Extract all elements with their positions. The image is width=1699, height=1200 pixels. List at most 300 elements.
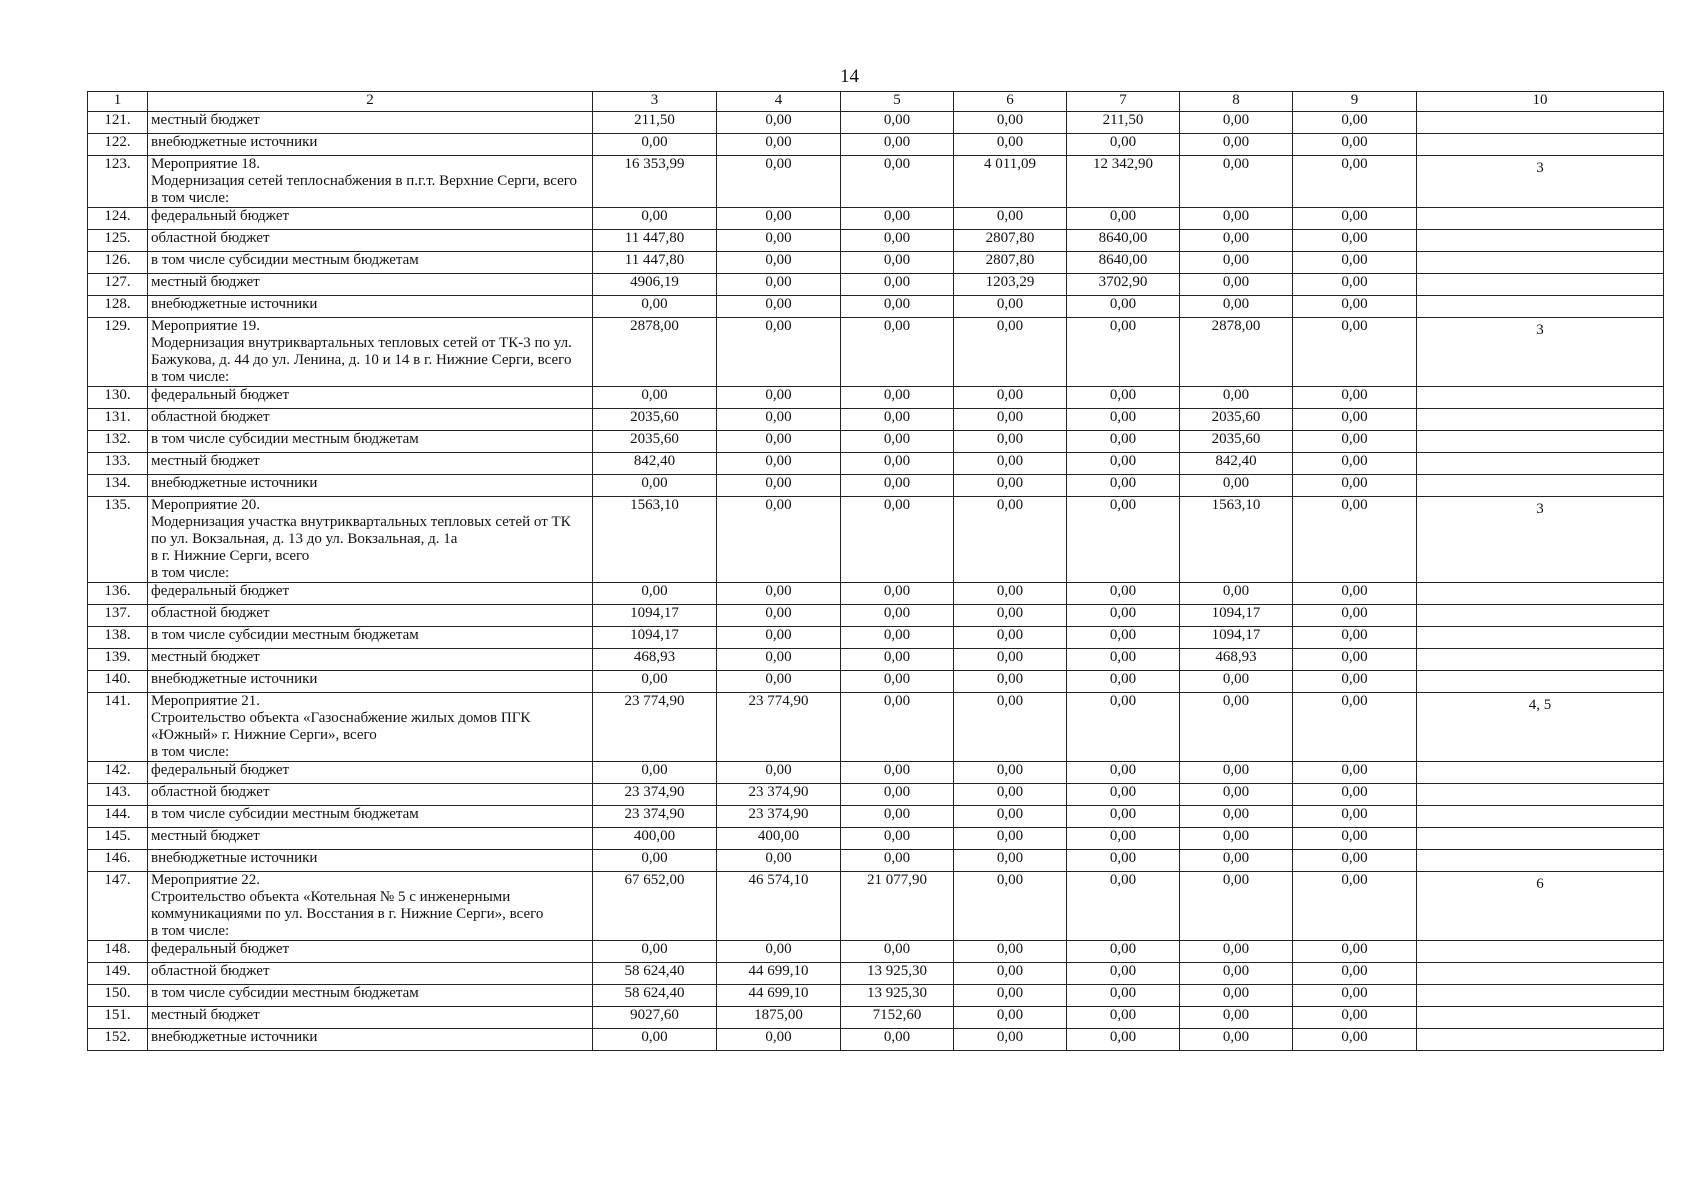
amount-cell: 0,00 bbox=[841, 850, 954, 872]
description-line: Мероприятие 18. bbox=[151, 156, 260, 172]
amount-cell: 0,00 bbox=[954, 453, 1067, 475]
row-description bbox=[148, 296, 593, 318]
table-row bbox=[88, 409, 1664, 431]
row-number: 146. bbox=[88, 850, 148, 872]
amount-cell: 8640,00 bbox=[1067, 252, 1180, 274]
row-number: 121. bbox=[88, 112, 148, 134]
table-row bbox=[88, 605, 1664, 627]
description-line: областной бюджет bbox=[151, 409, 270, 425]
amount-cell: 0,00 bbox=[1293, 762, 1417, 784]
amount-cell: 0,00 bbox=[593, 475, 717, 497]
amount-cell: 0,00 bbox=[1067, 583, 1180, 605]
amount-cell: 1875,00 bbox=[717, 1007, 841, 1029]
row-description bbox=[148, 806, 593, 828]
description-line: Строительство объекта «Котельная № 5 с инженерными коммуникациями по ул. Восстания в г. Нижние Серги», всего bbox=[151, 889, 544, 922]
target-reference-cell bbox=[1417, 784, 1664, 806]
amount-cell: 0,00 bbox=[1180, 475, 1293, 497]
amount-cell: 0,00 bbox=[593, 296, 717, 318]
amount-cell: 0,00 bbox=[1293, 208, 1417, 230]
amount-cell: 0,00 bbox=[954, 475, 1067, 497]
amount-cell: 0,00 bbox=[717, 112, 841, 134]
amount-cell: 0,00 bbox=[954, 583, 1067, 605]
row-number: 125. bbox=[88, 230, 148, 252]
amount-cell: 0,00 bbox=[593, 941, 717, 963]
row-description bbox=[148, 409, 593, 431]
amount-cell: 0,00 bbox=[1293, 850, 1417, 872]
amount-cell: 0,00 bbox=[954, 497, 1067, 583]
target-reference-cell bbox=[1417, 828, 1664, 850]
table-row bbox=[88, 318, 1664, 387]
description-line: местный бюджет bbox=[151, 828, 260, 844]
description-line: федеральный бюджет bbox=[151, 387, 290, 403]
description-line: областной бюджет bbox=[151, 230, 270, 246]
amount-cell: 0,00 bbox=[593, 671, 717, 693]
amount-cell: 44 699,10 bbox=[717, 985, 841, 1007]
row-number: 132. bbox=[88, 431, 148, 453]
description-line: в том числе: bbox=[151, 565, 230, 581]
column-header: 6 bbox=[954, 92, 1067, 112]
amount-cell: 0,00 bbox=[717, 605, 841, 627]
amount-cell: 58 624,40 bbox=[593, 963, 717, 985]
amount-cell: 23 374,90 bbox=[593, 784, 717, 806]
amount-cell: 0,00 bbox=[1067, 693, 1180, 762]
description-line: федеральный бюджет bbox=[151, 762, 290, 778]
row-description bbox=[148, 850, 593, 872]
amount-cell: 211,50 bbox=[1067, 112, 1180, 134]
amount-cell: 0,00 bbox=[954, 409, 1067, 431]
row-description bbox=[148, 784, 593, 806]
amount-cell: 0,00 bbox=[593, 387, 717, 409]
amount-cell: 0,00 bbox=[717, 627, 841, 649]
amount-cell: 0,00 bbox=[954, 784, 1067, 806]
target-reference-cell bbox=[1417, 1029, 1664, 1051]
amount-cell: 0,00 bbox=[593, 1029, 717, 1051]
amount-cell: 23 374,90 bbox=[717, 806, 841, 828]
amount-cell: 0,00 bbox=[1067, 605, 1180, 627]
amount-cell: 0,00 bbox=[841, 762, 954, 784]
amount-cell: 11 447,80 bbox=[593, 252, 717, 274]
amount-cell: 0,00 bbox=[1180, 985, 1293, 1007]
row-number: 144. bbox=[88, 806, 148, 828]
row-description bbox=[148, 1029, 593, 1051]
amount-cell: 0,00 bbox=[841, 431, 954, 453]
row-description bbox=[148, 274, 593, 296]
amount-cell: 0,00 bbox=[841, 649, 954, 671]
amount-cell: 0,00 bbox=[1293, 693, 1417, 762]
row-number: 152. bbox=[88, 1029, 148, 1051]
row-number: 124. bbox=[88, 208, 148, 230]
amount-cell: 0,00 bbox=[1293, 431, 1417, 453]
amount-cell: 1094,17 bbox=[593, 627, 717, 649]
table-row bbox=[88, 208, 1664, 230]
column-number-header bbox=[88, 92, 1664, 112]
description-line: Модернизация внутриквартальных тепловых сетей от ТК-3 по ул. Бажукова, д. 44 до ул. Ленина, д. 10 и 14 в г. Нижние Серги, всего bbox=[151, 335, 572, 368]
description-line: внебюджетные источники bbox=[151, 296, 318, 312]
row-description bbox=[148, 208, 593, 230]
description-line: внебюджетные источники bbox=[151, 475, 318, 491]
target-reference-cell bbox=[1417, 806, 1664, 828]
amount-cell: 0,00 bbox=[1293, 671, 1417, 693]
amount-cell: 0,00 bbox=[954, 1029, 1067, 1051]
amount-cell: 0,00 bbox=[1180, 828, 1293, 850]
amount-cell: 0,00 bbox=[717, 1029, 841, 1051]
amount-cell: 0,00 bbox=[1180, 252, 1293, 274]
amount-cell: 1203,29 bbox=[954, 274, 1067, 296]
amount-cell: 400,00 bbox=[717, 828, 841, 850]
amount-cell: 0,00 bbox=[1067, 1007, 1180, 1029]
table-row bbox=[88, 850, 1664, 872]
target-reference-cell bbox=[1417, 252, 1664, 274]
description-line: федеральный бюджет bbox=[151, 208, 290, 224]
amount-cell: 0,00 bbox=[1180, 274, 1293, 296]
amount-cell: 0,00 bbox=[954, 762, 1067, 784]
amount-cell: 0,00 bbox=[1180, 134, 1293, 156]
amount-cell: 0,00 bbox=[1067, 806, 1180, 828]
amount-cell: 0,00 bbox=[841, 112, 954, 134]
amount-cell: 0,00 bbox=[841, 605, 954, 627]
description-line: в том числе субсидии местным бюджетам bbox=[151, 806, 419, 822]
description-line: федеральный бюджет bbox=[151, 941, 290, 957]
row-number: 148. bbox=[88, 941, 148, 963]
amount-cell: 0,00 bbox=[593, 762, 717, 784]
amount-cell: 0,00 bbox=[841, 387, 954, 409]
amount-cell: 0,00 bbox=[1067, 208, 1180, 230]
amount-cell: 0,00 bbox=[841, 806, 954, 828]
amount-cell: 0,00 bbox=[1180, 806, 1293, 828]
table-row bbox=[88, 985, 1664, 1007]
description-line: в том числе: bbox=[151, 744, 230, 760]
amount-cell: 0,00 bbox=[954, 850, 1067, 872]
table-row bbox=[88, 828, 1664, 850]
amount-cell: 23 774,90 bbox=[717, 693, 841, 762]
amount-cell: 0,00 bbox=[1293, 409, 1417, 431]
row-description bbox=[148, 431, 593, 453]
amount-cell: 0,00 bbox=[841, 475, 954, 497]
amount-cell: 0,00 bbox=[1293, 806, 1417, 828]
amount-cell: 0,00 bbox=[717, 230, 841, 252]
description-line: в том числе: bbox=[151, 190, 230, 206]
amount-cell: 0,00 bbox=[841, 134, 954, 156]
amount-cell: 0,00 bbox=[1067, 671, 1180, 693]
amount-cell: 0,00 bbox=[954, 431, 1067, 453]
amount-cell: 0,00 bbox=[841, 156, 954, 208]
row-description bbox=[148, 941, 593, 963]
description-line: в г. Нижние Серги, всего bbox=[151, 548, 310, 564]
amount-cell: 0,00 bbox=[1293, 583, 1417, 605]
description-line: внебюджетные источники bbox=[151, 1029, 318, 1045]
amount-cell: 2807,80 bbox=[954, 230, 1067, 252]
amount-cell: 0,00 bbox=[954, 318, 1067, 387]
amount-cell: 0,00 bbox=[1067, 431, 1180, 453]
description-line: местный бюджет bbox=[151, 274, 260, 290]
row-description bbox=[148, 872, 593, 941]
amount-cell: 0,00 bbox=[1180, 693, 1293, 762]
amount-cell: 2878,00 bbox=[1180, 318, 1293, 387]
amount-cell: 842,40 bbox=[593, 453, 717, 475]
amount-cell: 2035,60 bbox=[1180, 431, 1293, 453]
target-reference-cell bbox=[1417, 583, 1664, 605]
amount-cell: 0,00 bbox=[841, 583, 954, 605]
description-line: в том числе: bbox=[151, 923, 230, 939]
amount-cell: 0,00 bbox=[954, 806, 1067, 828]
amount-cell: 8640,00 bbox=[1067, 230, 1180, 252]
description-line: Мероприятие 20. bbox=[151, 497, 260, 513]
amount-cell: 0,00 bbox=[1180, 872, 1293, 941]
amount-cell: 0,00 bbox=[1293, 112, 1417, 134]
row-description bbox=[148, 649, 593, 671]
row-description bbox=[148, 671, 593, 693]
table-row bbox=[88, 693, 1664, 762]
amount-cell: 0,00 bbox=[954, 963, 1067, 985]
column-header: 5 bbox=[841, 92, 954, 112]
amount-cell: 0,00 bbox=[1067, 318, 1180, 387]
amount-cell: 0,00 bbox=[1067, 497, 1180, 583]
table-row bbox=[88, 387, 1664, 409]
amount-cell: 0,00 bbox=[717, 475, 841, 497]
amount-cell: 0,00 bbox=[1180, 230, 1293, 252]
amount-cell: 0,00 bbox=[1067, 409, 1180, 431]
table-row bbox=[88, 1029, 1664, 1051]
amount-cell: 2035,60 bbox=[593, 409, 717, 431]
amount-cell: 0,00 bbox=[1293, 1007, 1417, 1029]
row-description bbox=[148, 762, 593, 784]
target-reference-cell bbox=[1417, 850, 1664, 872]
amount-cell: 2878,00 bbox=[593, 318, 717, 387]
description-line: в том числе субсидии местным бюджетам bbox=[151, 431, 419, 447]
amount-cell: 67 652,00 bbox=[593, 872, 717, 941]
amount-cell: 0,00 bbox=[1067, 453, 1180, 475]
table-row bbox=[88, 112, 1664, 134]
amount-cell: 0,00 bbox=[1180, 762, 1293, 784]
amount-cell: 0,00 bbox=[954, 693, 1067, 762]
row-description bbox=[148, 497, 593, 583]
amount-cell: 0,00 bbox=[1293, 252, 1417, 274]
table-row bbox=[88, 806, 1664, 828]
column-header: 10 bbox=[1417, 92, 1664, 112]
description-line: местный бюджет bbox=[151, 453, 260, 469]
target-reference-cell: 4, 5 bbox=[1417, 693, 1664, 762]
row-number: 131. bbox=[88, 409, 148, 431]
target-reference-cell bbox=[1417, 134, 1664, 156]
amount-cell: 44 699,10 bbox=[717, 963, 841, 985]
amount-cell: 0,00 bbox=[717, 941, 841, 963]
amount-cell: 1563,10 bbox=[1180, 497, 1293, 583]
amount-cell: 0,00 bbox=[1067, 1029, 1180, 1051]
amount-cell: 0,00 bbox=[954, 872, 1067, 941]
amount-cell: 0,00 bbox=[954, 605, 1067, 627]
amount-cell: 0,00 bbox=[1067, 762, 1180, 784]
amount-cell: 0,00 bbox=[1180, 784, 1293, 806]
amount-cell: 0,00 bbox=[954, 1007, 1067, 1029]
amount-cell: 0,00 bbox=[1293, 941, 1417, 963]
amount-cell: 0,00 bbox=[1067, 649, 1180, 671]
row-description bbox=[148, 963, 593, 985]
row-number: 136. bbox=[88, 583, 148, 605]
amount-cell: 0,00 bbox=[841, 784, 954, 806]
amount-cell: 0,00 bbox=[1293, 872, 1417, 941]
amount-cell: 0,00 bbox=[954, 387, 1067, 409]
target-reference-cell bbox=[1417, 453, 1664, 475]
row-description bbox=[148, 156, 593, 208]
amount-cell: 0,00 bbox=[1067, 296, 1180, 318]
row-number: 137. bbox=[88, 605, 148, 627]
amount-cell: 0,00 bbox=[717, 850, 841, 872]
target-reference-cell bbox=[1417, 431, 1664, 453]
description-line: местный бюджет bbox=[151, 649, 260, 665]
amount-cell: 9027,60 bbox=[593, 1007, 717, 1029]
amount-cell: 0,00 bbox=[1067, 872, 1180, 941]
amount-cell: 0,00 bbox=[1293, 134, 1417, 156]
amount-cell: 12 342,90 bbox=[1067, 156, 1180, 208]
row-description bbox=[148, 112, 593, 134]
target-reference-cell bbox=[1417, 274, 1664, 296]
description-line: местный бюджет bbox=[151, 112, 260, 128]
row-description bbox=[148, 985, 593, 1007]
row-number: 142. bbox=[88, 762, 148, 784]
amount-cell: 0,00 bbox=[1067, 387, 1180, 409]
table-row bbox=[88, 475, 1664, 497]
column-header: 4 bbox=[717, 92, 841, 112]
table-row bbox=[88, 497, 1664, 583]
table-row bbox=[88, 274, 1664, 296]
row-number: 135. bbox=[88, 497, 148, 583]
target-reference-cell bbox=[1417, 1007, 1664, 1029]
amount-cell: 0,00 bbox=[1180, 208, 1293, 230]
amount-cell: 16 353,99 bbox=[593, 156, 717, 208]
amount-cell: 7152,60 bbox=[841, 1007, 954, 1029]
amount-cell: 0,00 bbox=[954, 296, 1067, 318]
description-line: Мероприятие 19. bbox=[151, 318, 260, 334]
amount-cell: 23 374,90 bbox=[717, 784, 841, 806]
table-row bbox=[88, 156, 1664, 208]
row-description bbox=[148, 453, 593, 475]
target-reference-cell: 3 bbox=[1417, 497, 1664, 583]
amount-cell: 0,00 bbox=[1180, 850, 1293, 872]
amount-cell: 46 574,10 bbox=[717, 872, 841, 941]
amount-cell: 0,00 bbox=[717, 409, 841, 431]
amount-cell: 0,00 bbox=[841, 296, 954, 318]
row-number: 140. bbox=[88, 671, 148, 693]
amount-cell: 1094,17 bbox=[1180, 627, 1293, 649]
amount-cell: 4906,19 bbox=[593, 274, 717, 296]
amount-cell: 0,00 bbox=[1180, 671, 1293, 693]
table-row bbox=[88, 941, 1664, 963]
description-line: Модернизация участка внутриквартальных тепловых сетей от ТК по ул. Вокзальная, д. 13 до ул. Вокзальная, д. 1а bbox=[151, 514, 571, 547]
row-description bbox=[148, 1007, 593, 1029]
target-reference-cell bbox=[1417, 671, 1664, 693]
row-number: 133. bbox=[88, 453, 148, 475]
row-number: 122. bbox=[88, 134, 148, 156]
amount-cell: 0,00 bbox=[1067, 828, 1180, 850]
amount-cell: 0,00 bbox=[717, 274, 841, 296]
table-row bbox=[88, 963, 1664, 985]
amount-cell: 0,00 bbox=[1067, 134, 1180, 156]
amount-cell: 468,93 bbox=[1180, 649, 1293, 671]
amount-cell: 0,00 bbox=[841, 453, 954, 475]
target-reference-cell bbox=[1417, 475, 1664, 497]
table-row bbox=[88, 134, 1664, 156]
row-description bbox=[148, 693, 593, 762]
column-header: 2 bbox=[148, 92, 593, 112]
row-number: 126. bbox=[88, 252, 148, 274]
row-description bbox=[148, 605, 593, 627]
amount-cell: 0,00 bbox=[954, 828, 1067, 850]
table-row bbox=[88, 583, 1664, 605]
row-number: 151. bbox=[88, 1007, 148, 1029]
row-description bbox=[148, 387, 593, 409]
amount-cell: 0,00 bbox=[954, 985, 1067, 1007]
amount-cell: 0,00 bbox=[1067, 850, 1180, 872]
amount-cell: 468,93 bbox=[593, 649, 717, 671]
table-row bbox=[88, 784, 1664, 806]
amount-cell: 0,00 bbox=[593, 583, 717, 605]
description-line: областной бюджет bbox=[151, 784, 270, 800]
amount-cell: 0,00 bbox=[1067, 784, 1180, 806]
description-line: Строительство объекта «Газоснабжение жилых домов ПГК «Южный» г. Нижние Серги», всего bbox=[151, 710, 531, 743]
row-number: 130. bbox=[88, 387, 148, 409]
target-reference-cell bbox=[1417, 296, 1664, 318]
amount-cell: 0,00 bbox=[1180, 1007, 1293, 1029]
amount-cell: 0,00 bbox=[717, 649, 841, 671]
amount-cell: 0,00 bbox=[954, 671, 1067, 693]
target-reference-cell bbox=[1417, 112, 1664, 134]
amount-cell: 0,00 bbox=[841, 230, 954, 252]
row-description bbox=[148, 134, 593, 156]
table-row bbox=[88, 762, 1664, 784]
amount-cell: 0,00 bbox=[1067, 627, 1180, 649]
amount-cell: 0,00 bbox=[841, 208, 954, 230]
target-reference-cell bbox=[1417, 387, 1664, 409]
amount-cell: 0,00 bbox=[717, 497, 841, 583]
target-reference-cell bbox=[1417, 762, 1664, 784]
amount-cell: 0,00 bbox=[1293, 985, 1417, 1007]
column-header: 8 bbox=[1180, 92, 1293, 112]
description-line: областной бюджет bbox=[151, 605, 270, 621]
amount-cell: 2807,80 bbox=[954, 252, 1067, 274]
row-description bbox=[148, 230, 593, 252]
row-number: 134. bbox=[88, 475, 148, 497]
amount-cell: 0,00 bbox=[1293, 828, 1417, 850]
amount-cell: 0,00 bbox=[593, 850, 717, 872]
target-reference-cell bbox=[1417, 941, 1664, 963]
row-number: 143. bbox=[88, 784, 148, 806]
budget-table bbox=[87, 91, 1664, 1051]
description-line: Мероприятие 22. bbox=[151, 872, 260, 888]
table-row bbox=[88, 230, 1664, 252]
amount-cell: 0,00 bbox=[841, 318, 954, 387]
amount-cell: 23 774,90 bbox=[593, 693, 717, 762]
amount-cell: 2035,60 bbox=[593, 431, 717, 453]
table-row bbox=[88, 671, 1664, 693]
amount-cell: 0,00 bbox=[841, 941, 954, 963]
amount-cell: 0,00 bbox=[841, 497, 954, 583]
amount-cell: 0,00 bbox=[717, 431, 841, 453]
amount-cell: 0,00 bbox=[1293, 1029, 1417, 1051]
amount-cell: 0,00 bbox=[1293, 497, 1417, 583]
target-reference-cell bbox=[1417, 605, 1664, 627]
amount-cell: 0,00 bbox=[1293, 605, 1417, 627]
amount-cell: 0,00 bbox=[1293, 475, 1417, 497]
amount-cell: 13 925,30 bbox=[841, 985, 954, 1007]
amount-cell: 0,00 bbox=[1293, 784, 1417, 806]
amount-cell: 0,00 bbox=[954, 112, 1067, 134]
amount-cell: 23 374,90 bbox=[593, 806, 717, 828]
amount-cell: 58 624,40 bbox=[593, 985, 717, 1007]
amount-cell: 0,00 bbox=[1180, 112, 1293, 134]
amount-cell: 0,00 bbox=[841, 828, 954, 850]
amount-cell: 0,00 bbox=[717, 156, 841, 208]
description-line: местный бюджет bbox=[151, 1007, 260, 1023]
